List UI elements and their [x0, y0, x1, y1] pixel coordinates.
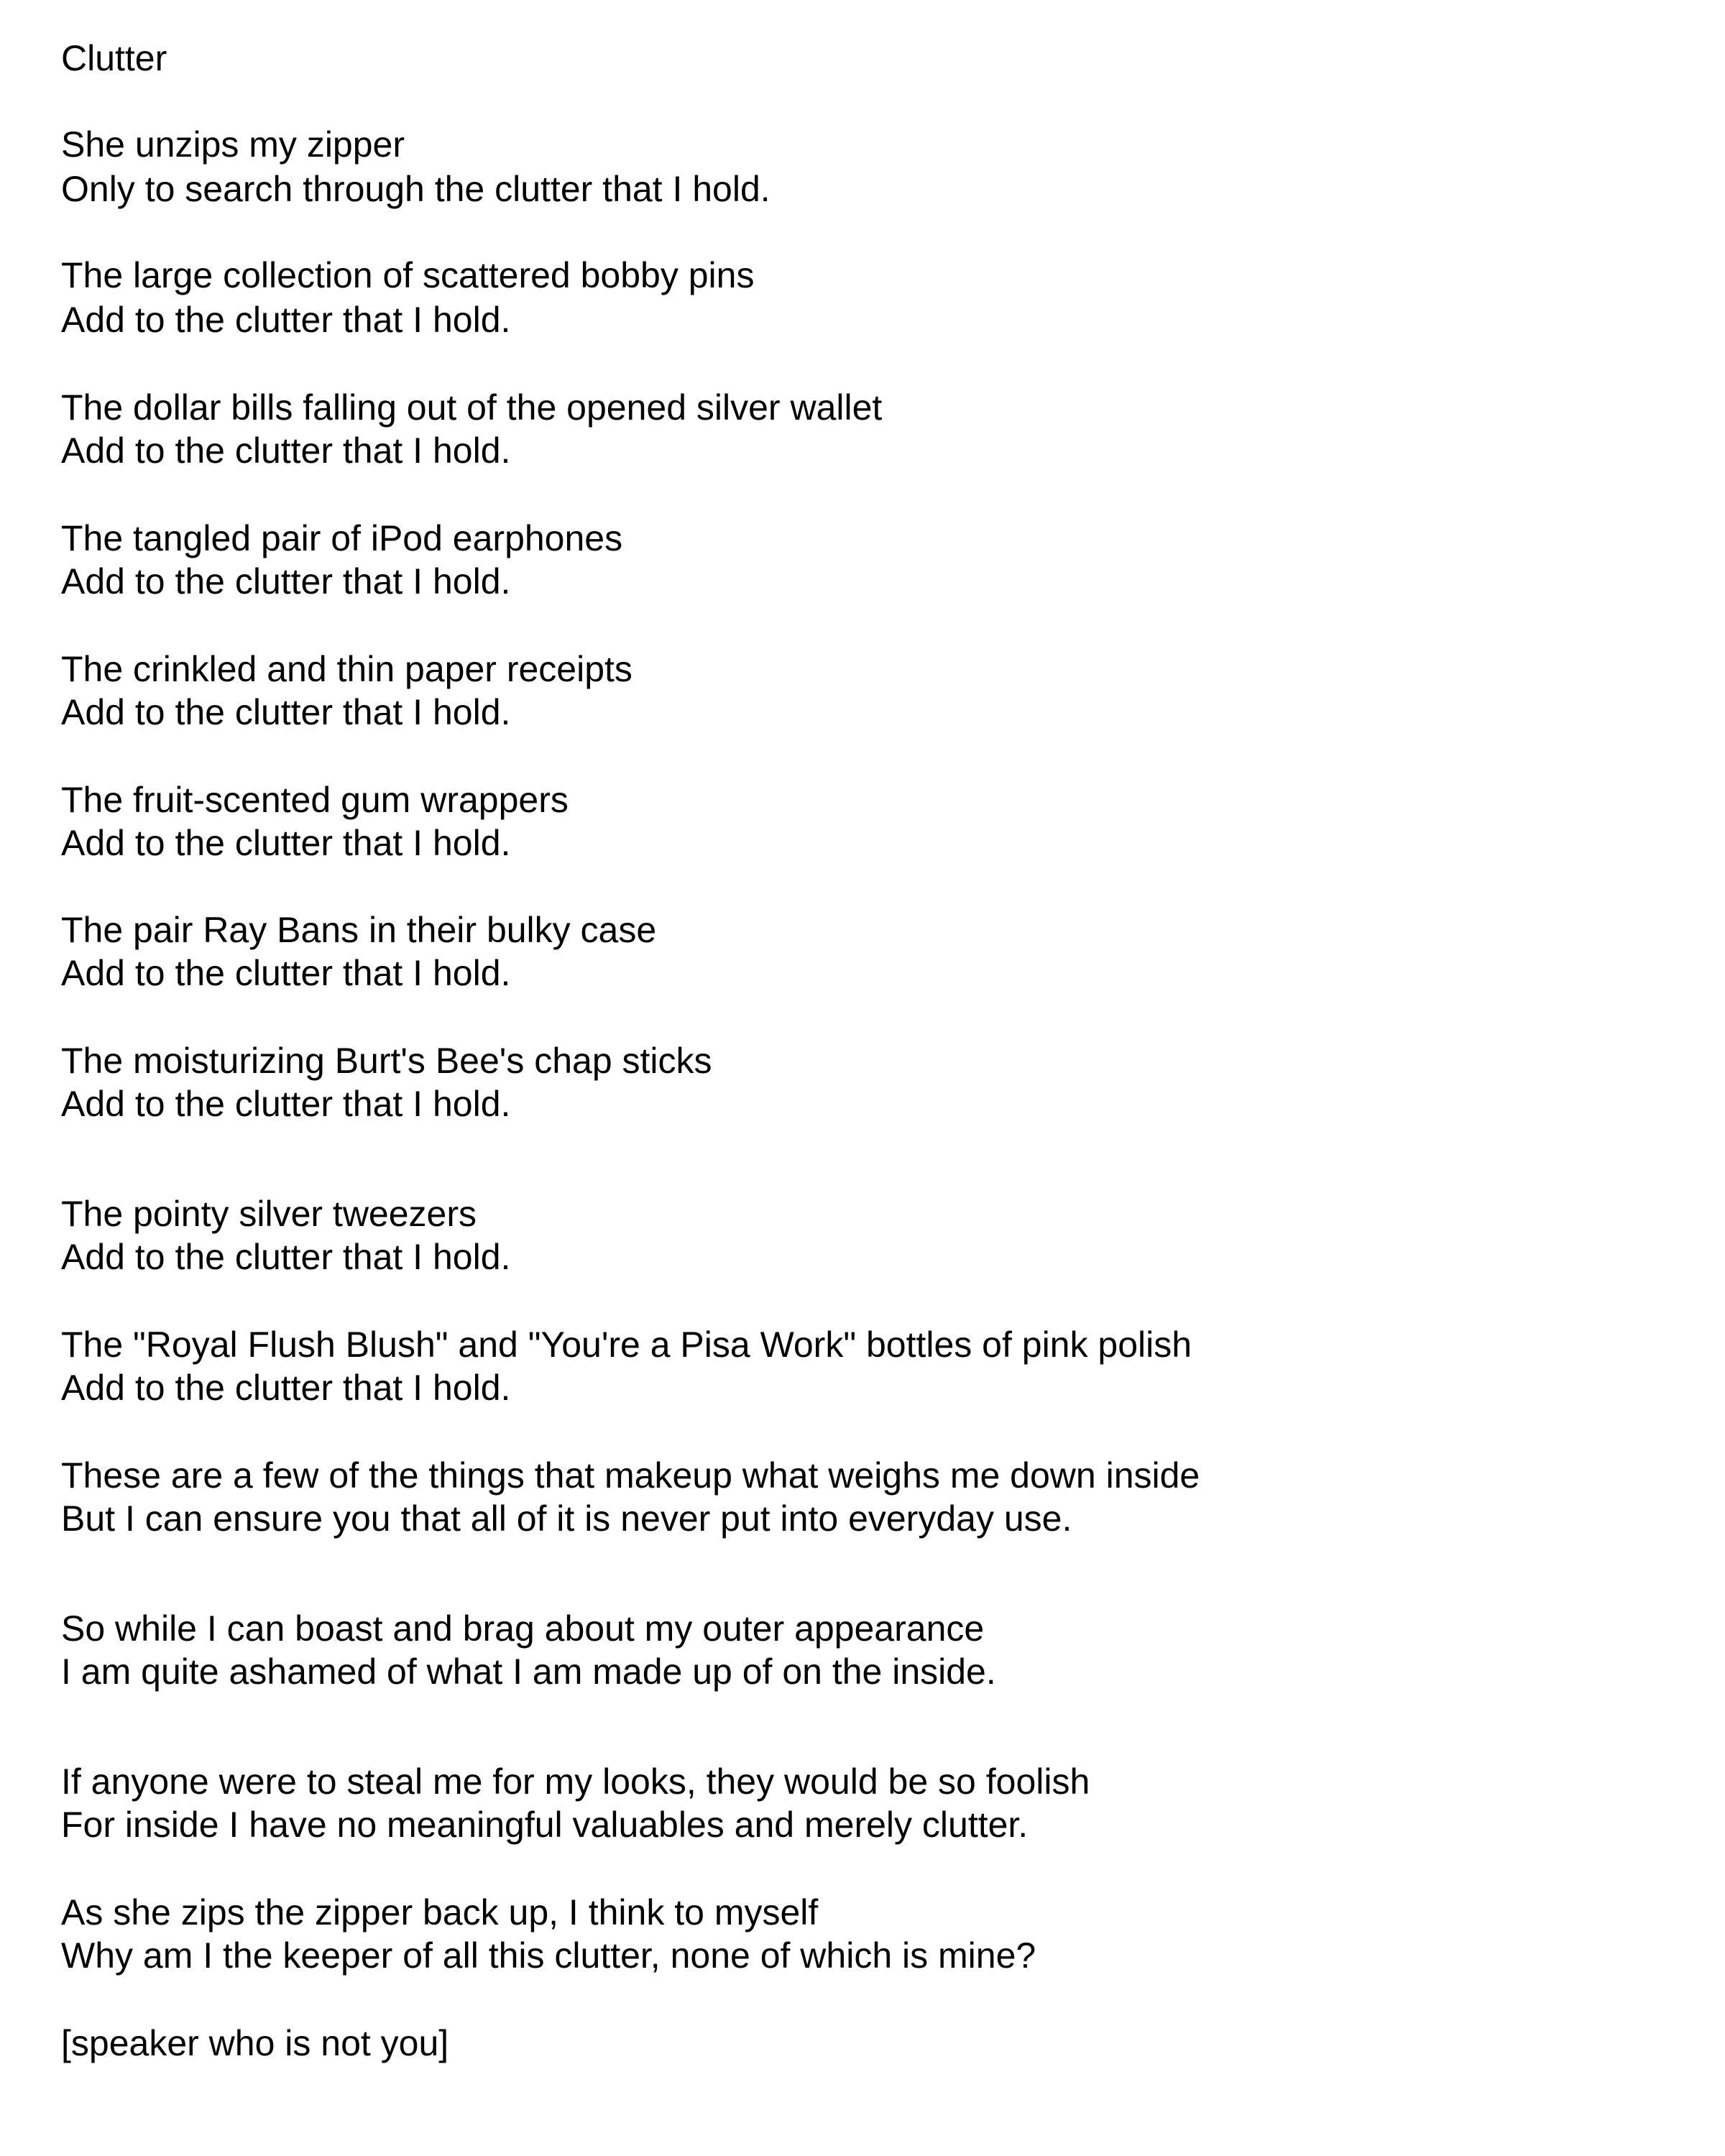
poem-line: But I can ensure you that all of it is never put into everyday use. [61, 1498, 1072, 1539]
poem-line: The fruit-scented gum wrappers [61, 780, 569, 820]
poem-line: Why am I the keeper of all this clutter, none of which is mine? [61, 1935, 1036, 1976]
poem-line: These are a few of the things that makeup what weighs me down inside [61, 1455, 1200, 1496]
poem-line: Add to the clutter that I hold. [61, 1368, 511, 1408]
poem-line: Add to the clutter that I hold. [61, 1237, 511, 1277]
poem-line: Add to the clutter that I hold. [61, 430, 511, 471]
poem-line: Add to the clutter that I hold. [61, 823, 511, 863]
poem-line: So while I can boast and brag about my outer appearance [61, 1608, 985, 1649]
poem-line: The moisturizing Burt's Bee's chap sticks [61, 1041, 712, 1081]
poem-attribution: [speaker who is not you] [61, 2023, 449, 2063]
poem-line: For inside I have no meaningful valuables and merely clutter. [61, 1805, 1029, 1845]
poem-line: The pointy silver tweezers [61, 1194, 477, 1234]
poem-line: Add to the clutter that I hold. [61, 300, 511, 340]
poem-line: The crinkled and thin paper receipts [61, 649, 632, 689]
poem-line: The "Royal Flush Blush" and "You're a Pisa Work" bottles of pink polish [61, 1325, 1192, 1365]
poem-line: Add to the clutter that I hold. [61, 1084, 511, 1124]
poem-line: Add to the clutter that I hold. [61, 561, 511, 602]
poem-line: I am quite ashamed of what I am made up of on the inside. [61, 1651, 996, 1692]
poem-line: Add to the clutter that I hold. [61, 692, 511, 732]
poem-line: The tangled pair of iPod earphones [61, 518, 623, 558]
poem-line: The large collection of scattered bobby pins [61, 255, 755, 295]
poem-line: The dollar bills falling out of the opened silver wallet [61, 387, 883, 428]
poem-title: Clutter [61, 38, 167, 78]
poem-line: If anyone were to steal me for my looks, they would be so foolish [61, 1761, 1090, 1802]
poem-line: As she zips the zipper back up, I think to myself [61, 1892, 819, 1932]
poem-line: Add to the clutter that I hold. [61, 953, 511, 993]
poem-line: The pair Ray Bans in their bulky case [61, 910, 657, 950]
poem-line: She unzips my zipper [61, 124, 405, 165]
poem-line: Only to search through the clutter that I hold. [61, 169, 770, 209]
